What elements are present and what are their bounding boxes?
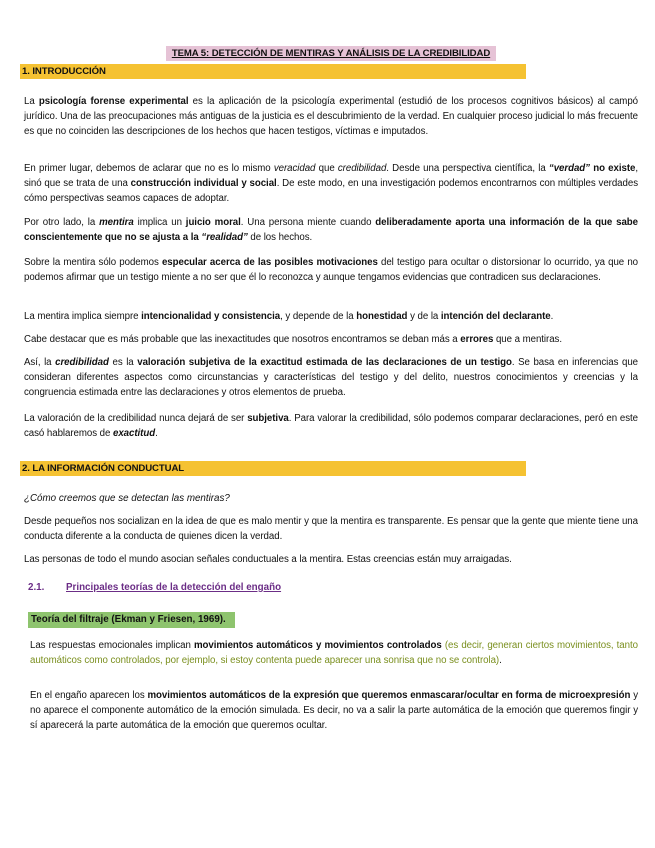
document-title: TEMA 5: DETECCIÓN DE MENTIRAS Y ANÁLISIS DE LA CREDIBILIDAD bbox=[166, 46, 496, 61]
paragraph: En primer lugar, debemos de aclarar que no es lo mismo veracidad que credibilidad. Desde una perspectiva científica, la “verdad” no existe, sinó que se trata de una construcción individual y social. De este modo, en una investigación podemos encontrarnos con múltiples verdades cómo perspectivas seamos capaces de adoptar. bbox=[24, 163, 638, 205]
paragraph: Así, la credibilidad es la valoración subjetiva de la exactitud estimada de las declaraciones de un testigo. Se basa en inferencias que consideran diferentes aspectos como circunstancias y características del testigo y del delito, nuestros conocimientos y creencias y la congruencia estimada entre las declaraciones y otros elementos de prueba. bbox=[24, 357, 639, 399]
paragraph: Desde pequeños nos socializan en la idea de que es malo mentir y que la mentira es transparente. Es pensar que la gente que miente tiene una conducta diferente a la conducta de quienes dicen la verdad. bbox=[24, 516, 638, 543]
paragraph: Cabe destacar que es más probable que las inexactitudes que nosotros encontramos se deban más a errores que a mentiras. bbox=[24, 334, 562, 345]
section-heading-informacion-conductual: 2. LA INFORMACIÓN CONDUCTUAL bbox=[20, 461, 526, 476]
paragraph: La mentira implica siempre intencionalidad y consistencia, y depende de la honestidad y de la intención del declarante. bbox=[24, 311, 554, 322]
subsection-number: 2.1. bbox=[28, 582, 45, 593]
paragraph: Sobre la mentira sólo podemos especular acerca de las posibles motivaciones del testigo para ocultar o distorsionar lo ocurrido, ya que no podemos afirmar que un testigo miente a no ser que él lo reconozca y aunque tengamos evidencias que contradicen sus declaraciones. bbox=[24, 257, 638, 284]
subsection-title: Principales teorías de la detección del engaño bbox=[66, 582, 282, 593]
section-question: ¿Cómo creemos que se detectan las mentiras? bbox=[24, 493, 230, 504]
paragraph: Las personas de todo el mundo asocian señales conductuales a la mentira. Estas creencias están muy arraigadas. bbox=[24, 554, 512, 565]
paragraph: En el engaño aparecen los movimientos automáticos de la expresión que queremos enmascarar/ocultar en forma de microexpresión y no aparece el componente automático de la emoción simulada. Es decir, no va a salir la parte automática de la emoción que queremos fingir y sí aparecerá la parte automática de la emoción que queremos ocultar. bbox=[30, 690, 638, 732]
subsection-heading bbox=[28, 581, 281, 595]
section-heading-introduccion: 1. INTRODUCCIÓN bbox=[20, 64, 526, 79]
paragraph: La psicología forense experimental es la aplicación de la psicología experimental (estudió de los procesos cognitivos básicos) al campó jurídico. Una de las preocupaciones más antiguas de la justicia es el descubrimiento de la verdad. En cualquier proceso judicial lo más frecuente es que no coinciden las descripciones de los hechos que hacen testigos, víctimas e imputados. bbox=[24, 96, 638, 138]
theory-label: Teoría del filtraje (Ekman y Friesen, 1969). bbox=[28, 612, 235, 628]
paragraph: Las respuestas emocionales implican movimientos automáticos y movimientos controlados (es decir, generan ciertos movimientos, tanto automáticos como controlados, por ejemplo, si estoy contenta puede aparecer una sonrisa que no se controla). bbox=[30, 640, 638, 667]
paragraph: La valoración de la credibilidad nunca dejará de ser subjetiva. Para valorar la credibilidad, sólo podemos comparar declaraciones, peró en este casó hablaremos de exactitud. bbox=[24, 413, 639, 440]
paragraph: Por otro lado, la mentira implica un juicio moral. Una persona miente cuando deliberadamente aporta una información de la que sabe conscientemente que no se ajusta a la “realidad” de los hechos. bbox=[24, 217, 638, 244]
